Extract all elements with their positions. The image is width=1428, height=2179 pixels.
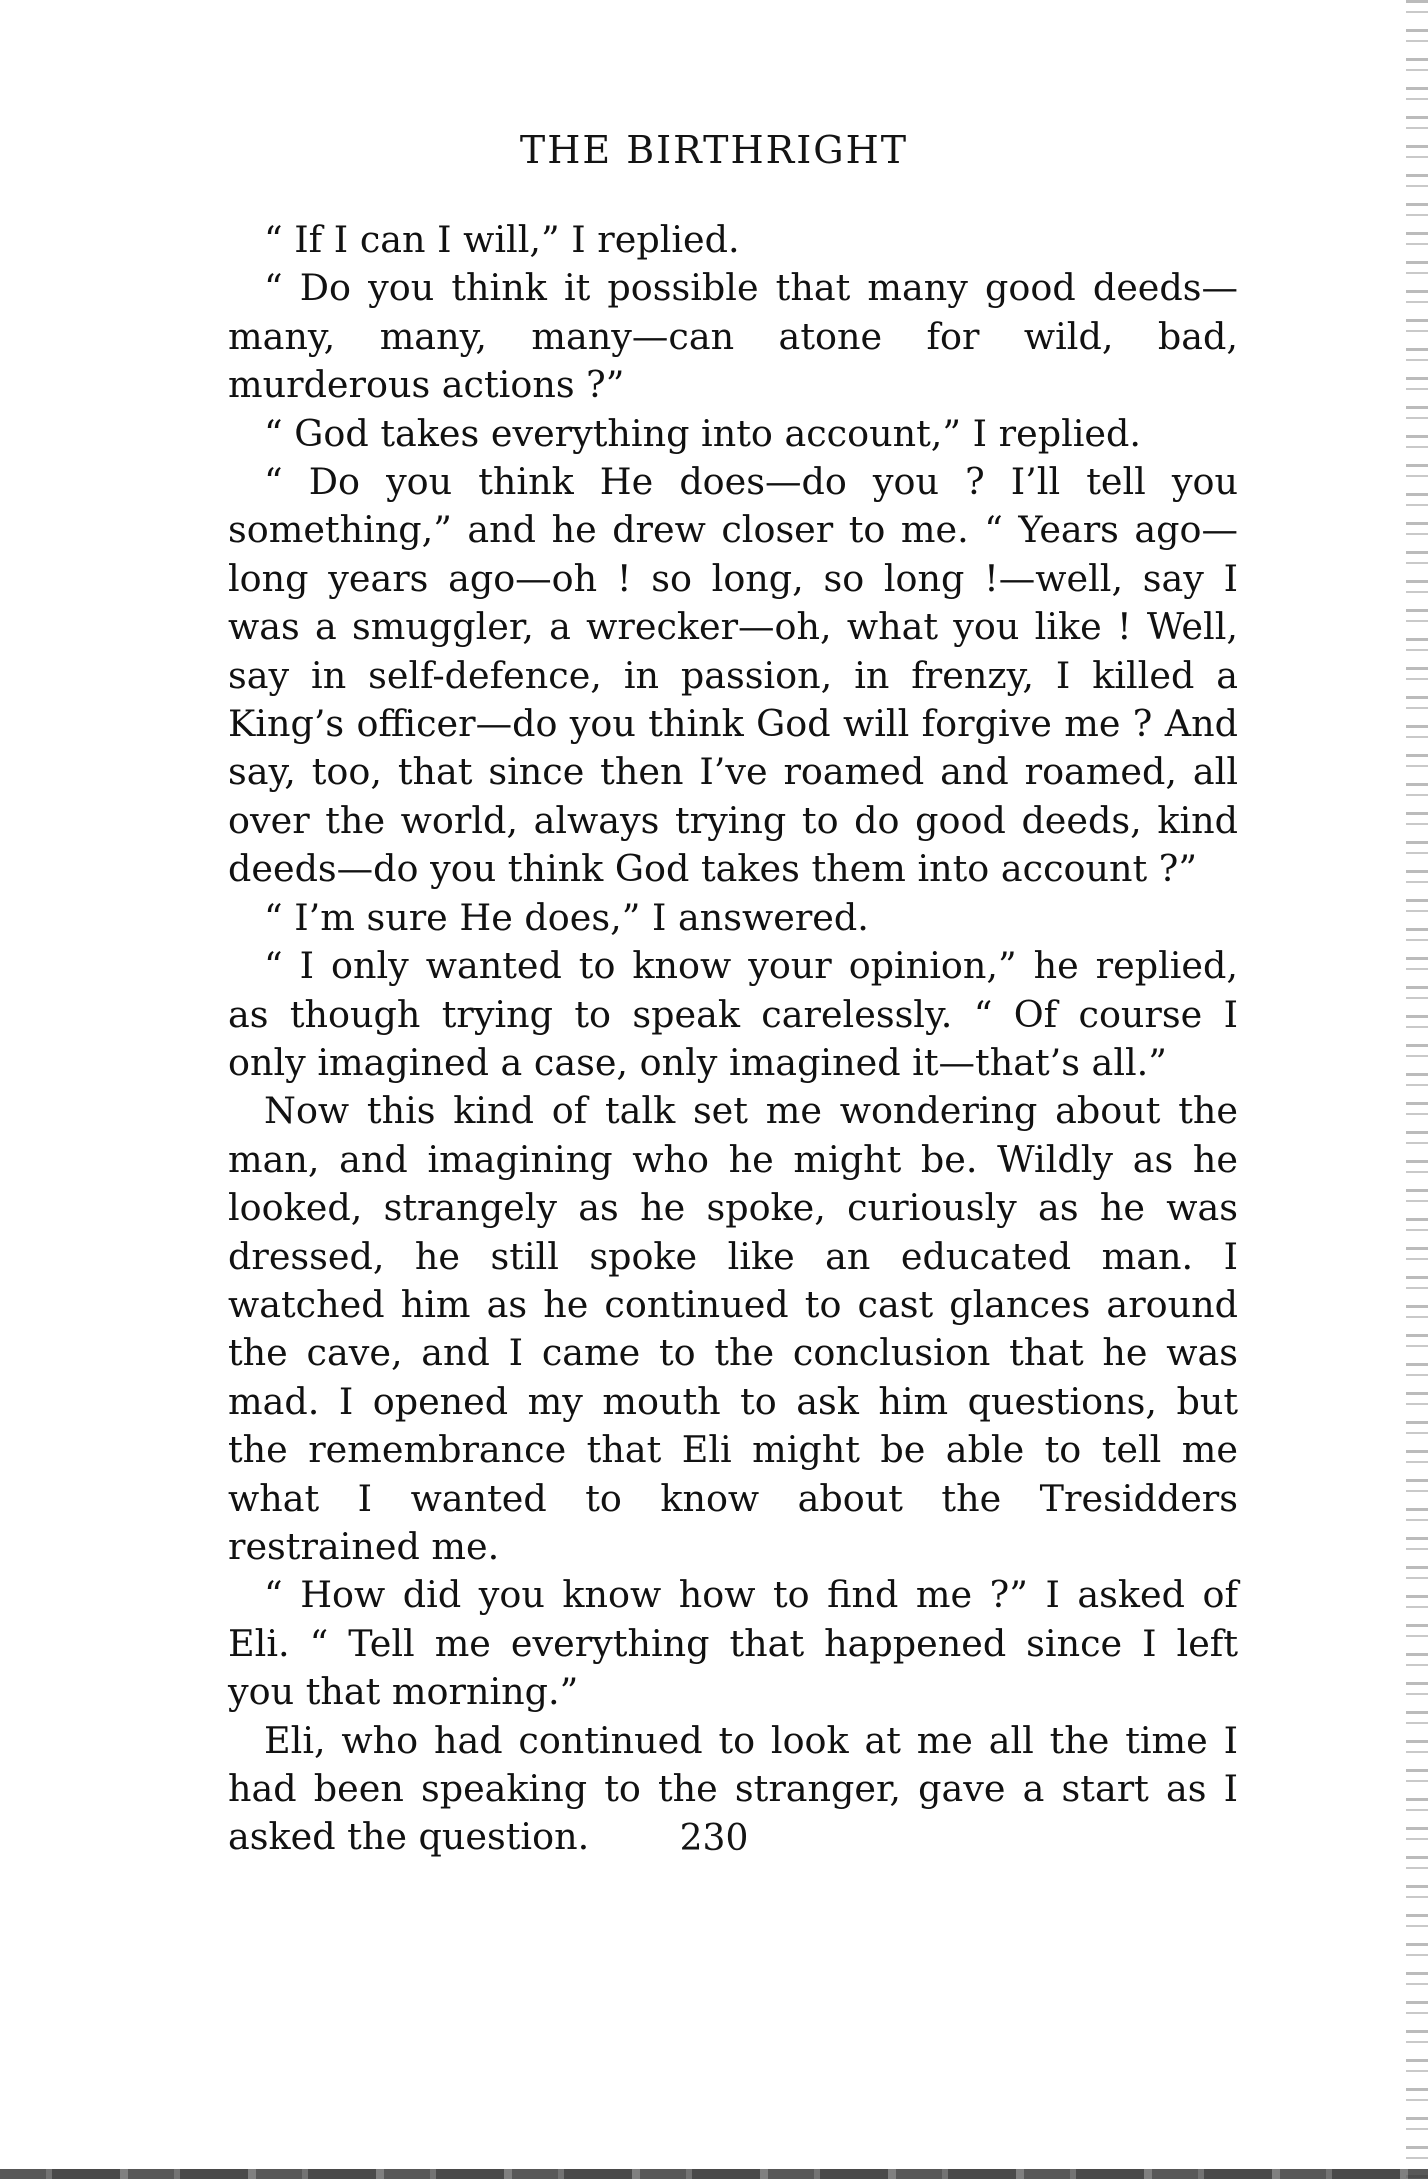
paragraph: “ I’m sure He does,” I answered. [264,895,869,939]
paragraph: “ If I can I will,” I replied. [264,218,740,261]
paragraph: Eli, who had continued to look at me all the time I had been speaking to the stranger, gave a start as I asked the question. [228,1718,1238,1859]
body-text [228,216,1238,1862]
paragraph: “ Do you think it possible that many good deeds—many, many, many—can atone for wild, bad, murderous actions ?” [228,266,1238,407]
page-bottom-edge [0,2169,1428,2179]
paragraph: “ God takes everything into account,” I replied. [264,411,1141,455]
paragraph: “ Do you think He does—do you ? I’ll tell you something,” and he drew closer to me. “ Years ago—long years ago—oh ! so long, so long !—well, say I was a smuggler, a wrecker—oh, what you like ! Well, say in self-defence, in passion, in frenzy, I killed a King’s officer—do you think God will forgive me ? And say, too, that since then I’ve roamed and roamed, all over the world, always trying to do good deeds, kind deeds—do you think God takes them into account ?” [228,460,1238,891]
paragraph: Now this kind of talk set me wondering about the man, and imagining who he might be. Wildly as he looked, strangely as he spoke, curiously as he was dressed, he still spoke like an educated man. I watched him as he continued to cast glances around the cave, and I came to the conclusion that he was mad. I opened my mouth to ask him questions, but the remembrance that Eli might be able to tell me what I wanted to know about the Tresidders restrained me. [228,1089,1238,1568]
page-edge-shadow [1406,0,1428,2179]
running-head: THE BIRTHRIGHT [519,128,909,172]
paragraph: “ I only wanted to know your opinion,” he replied, as though trying to speak carelessly. “ Of course I only imagined a case, only imagined it—that’s all.” [228,944,1238,1084]
page-number: 230 [679,1818,749,1859]
paragraph: “ How did you know how to find me ?” I asked of Eli. “ Tell me everything that happened since I left you that morning.” [228,1573,1238,1714]
